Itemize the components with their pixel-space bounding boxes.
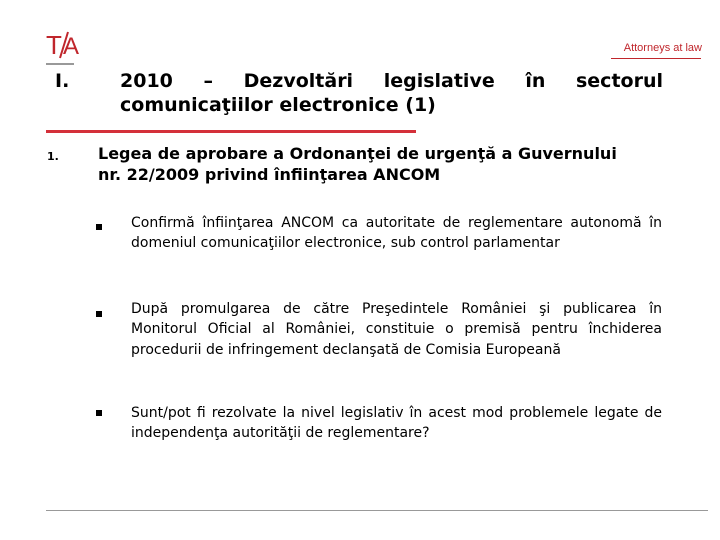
svg-text:A: A	[63, 33, 80, 60]
section-title-line1: 2010 – Dezvoltări legislative în sectorul	[120, 70, 663, 92]
ta-logo	[46, 28, 80, 62]
section-title-line2: comunicaţiilor electronice (1)	[120, 93, 436, 116]
tagline-underline	[611, 58, 701, 59]
logo-underline	[46, 63, 74, 65]
bullet-text: Sunt/pot fi rezolvate la nivel legislativ în acest mod problemele legate de independenţa autorităţii de reglementare?	[131, 405, 662, 442]
bullet-text: După promulgarea de către Preşedintele României şi publicarea în Monitorul Oficial al României, constituie o premisă pentru închiderea procedurii de infringement declanşată de Comisia Europeană	[131, 301, 662, 358]
section-underline	[46, 130, 416, 133]
subsection-title: Legea de aprobare a Ordonanţei de urgenţă a Guvernului nr. 22/2009 privind înfiinţarea ANCOM	[98, 144, 617, 184]
svg-text:T: T	[46, 30, 62, 60]
section-number: I.	[55, 70, 70, 92]
section-title	[120, 70, 663, 118]
footer-divider	[46, 510, 708, 511]
bullet-text: Confirmă înfiinţarea ANCOM ca autoritate de reglementare autonomă în domeniul comunicaţiilor electronice, sub control parlamentar	[131, 215, 662, 252]
tagline: Attorneys at law	[623, 42, 702, 54]
bullet-marker	[96, 311, 102, 317]
bullet-marker	[96, 410, 102, 416]
bullet-marker	[96, 224, 102, 230]
subsection-number: 1.	[47, 150, 59, 163]
